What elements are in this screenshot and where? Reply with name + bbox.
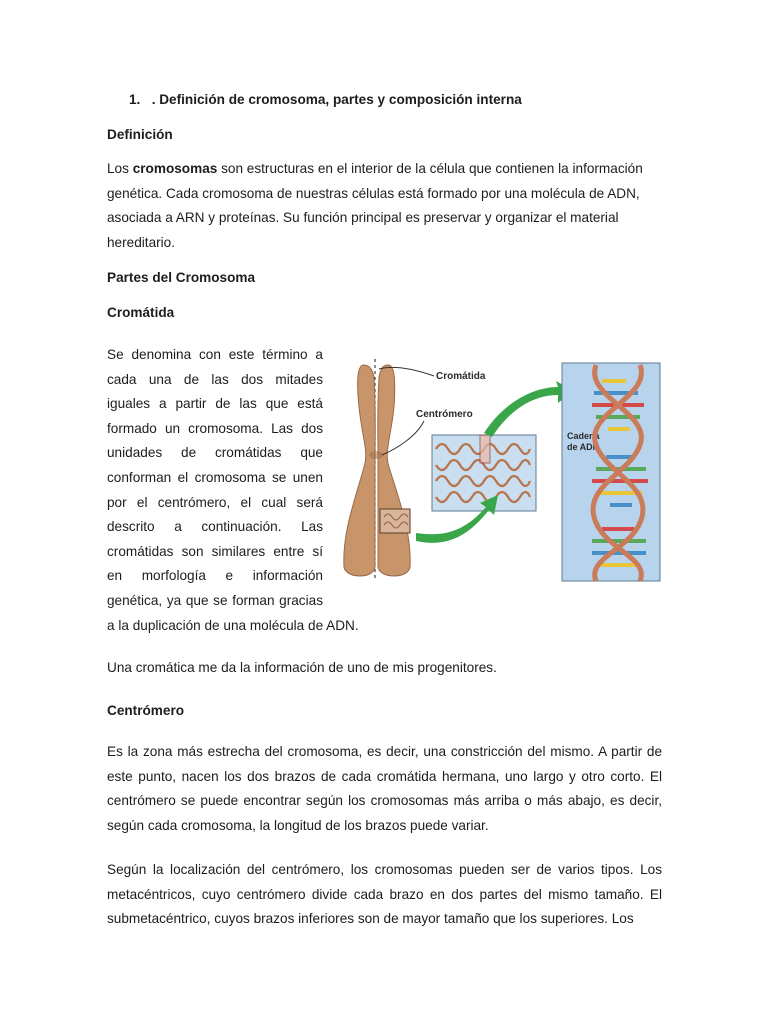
text-line: en morfología e información	[107, 568, 323, 584]
chromosome-dna-figure	[334, 357, 662, 583]
label-cromatida: Cromátida	[436, 371, 486, 382]
chromatid-left-shape	[344, 365, 375, 576]
zoom-box-small	[380, 509, 410, 533]
text-line: por el centrómero, el cual será	[107, 494, 323, 510]
text-line: descrito a continuación. Las	[107, 519, 323, 535]
centromere-mark	[369, 451, 383, 459]
section-heading	[129, 92, 522, 107]
text-line: cromátidas son similares entre sí	[107, 543, 323, 559]
heading-text: . Definición de cromosoma, partes y composición interna	[151, 92, 522, 107]
label-cadena-2: de ADN	[567, 442, 600, 452]
cromatida-title: Cromátida	[107, 305, 175, 320]
chromatin-zoom-box	[480, 435, 490, 463]
cromatida-paragraph	[107, 343, 359, 638]
centromero-paragraph-2: Según la localización del centrómero, los cromosomas pueden ser de varios tipos. Los metacéntricos, cuyo centrómero divide cada brazo en dos partes del mismo tamaño. El submetacéntrico, cuyos brazos inferiores son de mayor tamaño que los superiores. Los	[107, 862, 662, 926]
text-line: genética, ya que se forman gracias	[107, 592, 323, 608]
cromatica-note: Una cromática me da la información de uno de mis progenitores.	[107, 660, 497, 675]
label-centromero: Centrómero	[416, 409, 473, 420]
partes-title: Partes del Cromosoma	[107, 270, 256, 285]
text-line: unidades de cromátidas que	[107, 445, 323, 461]
chromatid-right-shape	[378, 365, 410, 576]
text-line: iguales a partir de las que está	[107, 396, 323, 412]
definicion-paragraph: Los cromosomas son estructuras en el interior de la célula que contienen la información genética. Cada cromosoma de nuestras células está formado por una molécula de ADN, asociada a ARN y proteínas. Su función principal es preservar y organizar el material hereditario.	[107, 161, 643, 250]
term-cromosomas: cromosomas	[132, 161, 218, 176]
text-line: formado un cromosoma. Las dos	[107, 420, 323, 436]
text-line: conforman el cromosoma se unen	[107, 469, 323, 485]
text-line: cada una de las dos mitades	[107, 371, 323, 387]
arrow-upper-icon	[484, 381, 574, 437]
heading-number: 1.	[129, 92, 141, 107]
centromero-paragraph-1: Es la zona más estrecha del cromosoma, es decir, una constricción del mismo. A partir de este punto, nacen los dos brazos de cada cromátida hermana, uno largo y otro corto. El centrómero se puede encontrar según los cromosomas más arriba o más abajo, es decir, según cada cromosoma, la longitud de los brazos puede variar.	[107, 744, 662, 833]
text-line: Se denomina con este término a	[107, 347, 323, 362]
centromero-title: Centrómero	[107, 703, 185, 718]
text-line: a la duplicación de una molécula de ADN.	[107, 617, 359, 633]
definicion-title: Definición	[107, 127, 173, 142]
label-cadena-1: Cadena	[567, 431, 600, 441]
